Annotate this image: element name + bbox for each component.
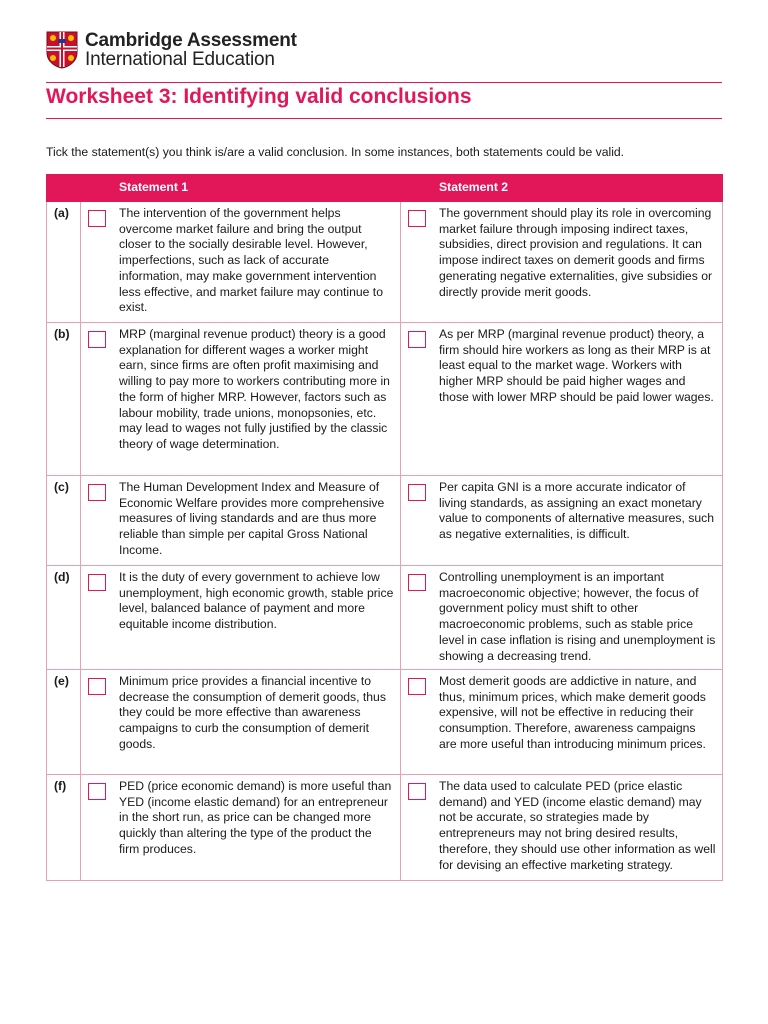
statement-text: The government should play its role in overcoming market failure through imposing indirect taxes, subsidies, direct provision and regulations. It can impose indirect taxes on demerit goods and firms generating negative externalities, give subsidies or directly provide merit goods.	[439, 206, 713, 299]
title-top-rule	[46, 82, 722, 83]
checkbox-c-statement-1[interactable]	[88, 484, 106, 501]
table-row	[47, 476, 723, 566]
checkbox-a-statement-1[interactable]	[88, 210, 106, 227]
checkbox-e-statement-1[interactable]	[88, 678, 106, 695]
table-row	[47, 670, 723, 775]
statement-text: Minimum price provides a financial incentive to decrease the consumption of demerit goods, thus they could be more effective than awareness campaigns to curb the consumption of demerit goods.	[119, 674, 386, 751]
statement-text: Most demerit goods are addictive in nature, and thus, minimum prices, which make demerit goods expensive, will not be effective in reducing their consumption. Therefore, awareness campaigns are more useful than introducing minimum prices.	[439, 674, 706, 751]
statement-text: The intervention of the government helps overcome market failure and bring the output closer to the socially desirable level. However, imperfections, such as lack of accurate information, may make government intervention less effective, and market failure may continue to exist.	[119, 206, 383, 315]
row-label: (e)	[47, 670, 81, 775]
cambridge-shield-icon	[46, 31, 78, 69]
org-name-line1: Cambridge Assessment	[85, 30, 297, 51]
statements-table	[46, 174, 723, 881]
row-label: (a)	[47, 202, 81, 323]
checkbox-a-statement-2[interactable]	[408, 210, 426, 227]
statement-text: PED (price economic demand) is more useful than YED (income elastic demand) for an entrepreneur in the short run, as price can be changed more quickly than altering the type of the product the firm produces.	[119, 779, 392, 856]
checkbox-b-statement-2[interactable]	[408, 331, 426, 348]
row-label: (c)	[47, 476, 81, 566]
table-header-row	[47, 175, 723, 202]
checkbox-d-statement-1[interactable]	[88, 574, 106, 591]
statement-text: As per MRP (marginal revenue product) theory, a firm should hire workers as long as their MRP is at least equal to the market wage. Workers with higher MRP should be paid higher wages and those with lower MRP should be paid lower wages.	[439, 327, 714, 404]
org-name-line2: International Education	[85, 49, 275, 70]
row-label: (f)	[47, 775, 81, 881]
title-bottom-rule	[46, 118, 722, 119]
checkbox-c-statement-2[interactable]	[408, 484, 426, 501]
checkbox-e-statement-2[interactable]	[408, 678, 426, 695]
checkbox-b-statement-1[interactable]	[88, 331, 106, 348]
table-row	[47, 202, 723, 323]
header-statement-1: Statement 1	[81, 175, 401, 202]
statement-text: MRP (marginal revenue product) theory is a good explanation for different wages a worker might earn, since firms are often profit maximising and willing to pay more to workers contributing more in the form of higher MRP. However, factors such as labour mobility, trade unions, monopsonies, etc. may lead to wages not fully justified by the classic theory of wage determination.	[119, 327, 390, 451]
header-label-col	[47, 175, 81, 202]
instruction-text: Tick the statement(s) you think is/are a valid conclusion. In some instances, both statements could be valid.	[46, 145, 625, 159]
logo	[46, 31, 297, 69]
checkbox-f-statement-2[interactable]	[408, 783, 426, 800]
checkbox-d-statement-2[interactable]	[408, 574, 426, 591]
row-label: (d)	[47, 566, 81, 670]
header-statement-2: Statement 2	[401, 175, 723, 202]
table-row	[47, 566, 723, 670]
statement-text: It is the duty of every government to achieve low unemployment, high economic growth, stable price level, balanced balance of payment and more equitable income distribution.	[119, 570, 394, 632]
table-row	[47, 323, 723, 476]
statement-text: Per capita GNI is a more accurate indicator of living standards, as assigning an exact monetary value to components of alternative measures, such as negative externalities, is difficult.	[439, 480, 715, 542]
statement-text: The Human Development Index and Measure of Economic Welfare provides more comprehensive measures of living standards and are thus more reliable than simple per capital Gross National Income.	[119, 480, 385, 557]
table-row	[47, 775, 723, 881]
row-label: (b)	[47, 323, 81, 476]
checkbox-f-statement-1[interactable]	[88, 783, 106, 800]
statement-text: The data used to calculate PED (price elastic demand) and YED (income elastic demand) may not be accurate, so strategies made by entrepreneurs may not bring desired results, therefore, they should use other information as well for devising an effective marketing strategy.	[439, 779, 716, 872]
statement-text: Controlling unemployment is an important macroeconomic objective; however, the focus of government policy must shift to other macroeconomic problems, such as stable price level in case inflation is rising and unemployment is showing a decreasing trend.	[439, 570, 716, 663]
page-title: Worksheet 3: Identifying valid conclusions	[46, 85, 472, 108]
